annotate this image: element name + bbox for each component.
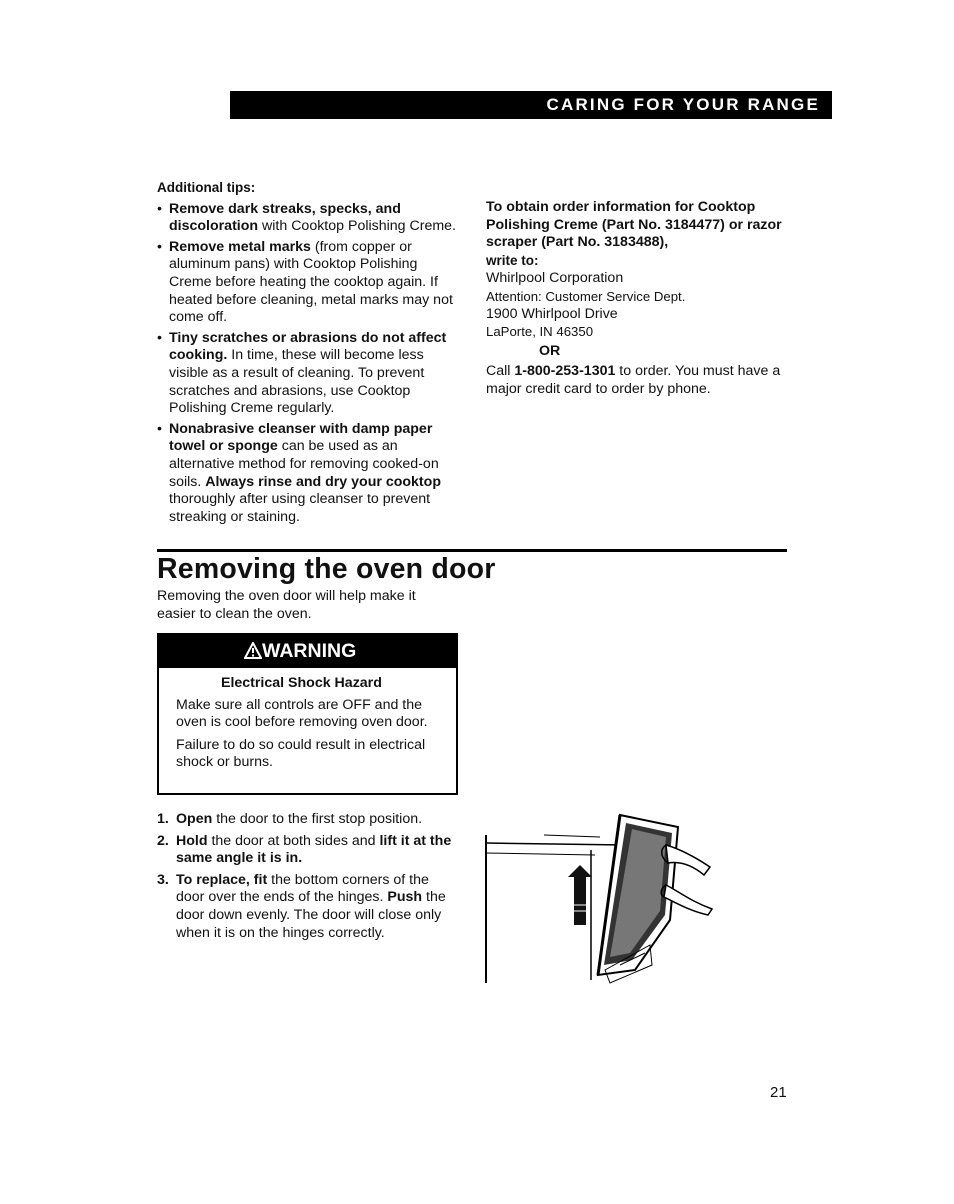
phone-number: 1-800-253-1301 — [514, 363, 616, 380]
step-number: 3. — [157, 871, 169, 888]
tip-bold: Nonabrasive cleanser with damp paper towel or sponge — [169, 420, 433, 455]
warning-body — [176, 675, 448, 772]
warning-box — [157, 633, 458, 795]
mailing-address — [486, 270, 786, 340]
address-line: Attention: Customer Service Dept. — [486, 288, 686, 304]
step-item — [157, 811, 457, 829]
call-instructions — [486, 363, 786, 398]
steps-list — [157, 811, 457, 946]
order-info-heading: To obtain order information for Cooktop Polishing Creme (Part No. 3184477) or razor scraper (Part No. 3183488), — [486, 199, 782, 251]
tip-item — [157, 421, 457, 527]
warning-title: WARNING — [262, 640, 357, 662]
tip-bold: Remove metal marks — [169, 238, 311, 255]
bullet-icon: • — [157, 329, 162, 346]
address-line: Whirlpool Corporation — [486, 270, 624, 287]
tip-bold: Always rinse and dry your cooktop — [205, 473, 441, 490]
tip-bold: Remove dark streaks, specks, and discoloration — [169, 200, 401, 235]
tip-text: thoroughly after using cleanser to prevent streaking or staining. — [169, 491, 431, 525]
section-divider — [157, 549, 787, 552]
step-bold: To replace, fit — [176, 871, 268, 888]
page-number: 21 — [770, 1084, 787, 1101]
step-bold: Push — [387, 889, 423, 906]
warning-line: Make sure all controls are OFF and the oven is cool before removing oven door. — [176, 696, 428, 731]
section-intro: Removing the oven door will help make it easier to clean the oven. — [157, 588, 416, 622]
or-label: OR — [539, 342, 561, 359]
address-line: LaPorte, IN 46350 — [486, 324, 594, 340]
step-text: the door to the first stop position. — [212, 811, 423, 827]
step-item — [157, 833, 457, 868]
tip-text: In time, these will become less visible as a result of cleaning. To prevent scratches and abrasions, use Cooktop Polishing Creme regularly. — [169, 347, 425, 417]
additional-tips-heading: Additional tips: — [157, 180, 256, 195]
hazard-title: Electrical Shock Hazard — [221, 675, 382, 691]
additional-tips — [157, 179, 457, 529]
call-suffix: to order. You must have a major credit card to order by phone. — [486, 363, 781, 397]
address-line: 1900 Whirlpool Drive — [486, 305, 618, 322]
bullet-icon: • — [157, 420, 162, 437]
tip-text: (from copper or aluminum pans) with Cooktop Polishing Creme before heating the cooktop again. If heated before cleaning, metal marks may not come off. — [169, 238, 453, 326]
order-info — [486, 199, 786, 399]
write-to-label: write to: — [486, 252, 539, 268]
tip-item — [157, 330, 457, 418]
bullet-icon: • — [157, 238, 162, 255]
oven-door-removal-illustration — [480, 805, 720, 985]
section-title: Removing the oven door — [157, 553, 496, 585]
warning-header — [159, 635, 456, 668]
step-number: 1. — [157, 811, 169, 827]
section-header-bar — [230, 91, 832, 119]
tip-text: can be used as an alternative method for removing cooked-on soils. — [169, 438, 439, 490]
section-header-title: CARING FOR YOUR RANGE — [546, 95, 820, 114]
step-bold: Open — [176, 811, 213, 827]
step-bold: Hold — [176, 832, 208, 849]
step-text: the door down evenly. The door will close only when it is on the hinges correctly. — [176, 889, 446, 941]
step-number: 2. — [157, 832, 169, 849]
step-text: the bottom corners of the door over the ends of the hinges. — [176, 871, 429, 906]
tip-item — [157, 239, 457, 327]
warning-line: Failure to do so could result in electrical shock or burns. — [176, 736, 426, 771]
bullet-icon: • — [157, 200, 162, 217]
tip-bold: Tiny scratches or abrasions do not affect cooking. — [169, 329, 447, 364]
warning-triangle-icon — [244, 642, 262, 660]
step-item — [157, 872, 457, 942]
step-bold: lift it at the same angle it is in. — [176, 832, 452, 867]
tip-item — [157, 201, 457, 236]
call-prefix: Call — [486, 363, 515, 380]
tip-text: with Cooktop Polishing Creme. — [258, 218, 457, 235]
step-text: the door at both sides and — [207, 832, 380, 849]
